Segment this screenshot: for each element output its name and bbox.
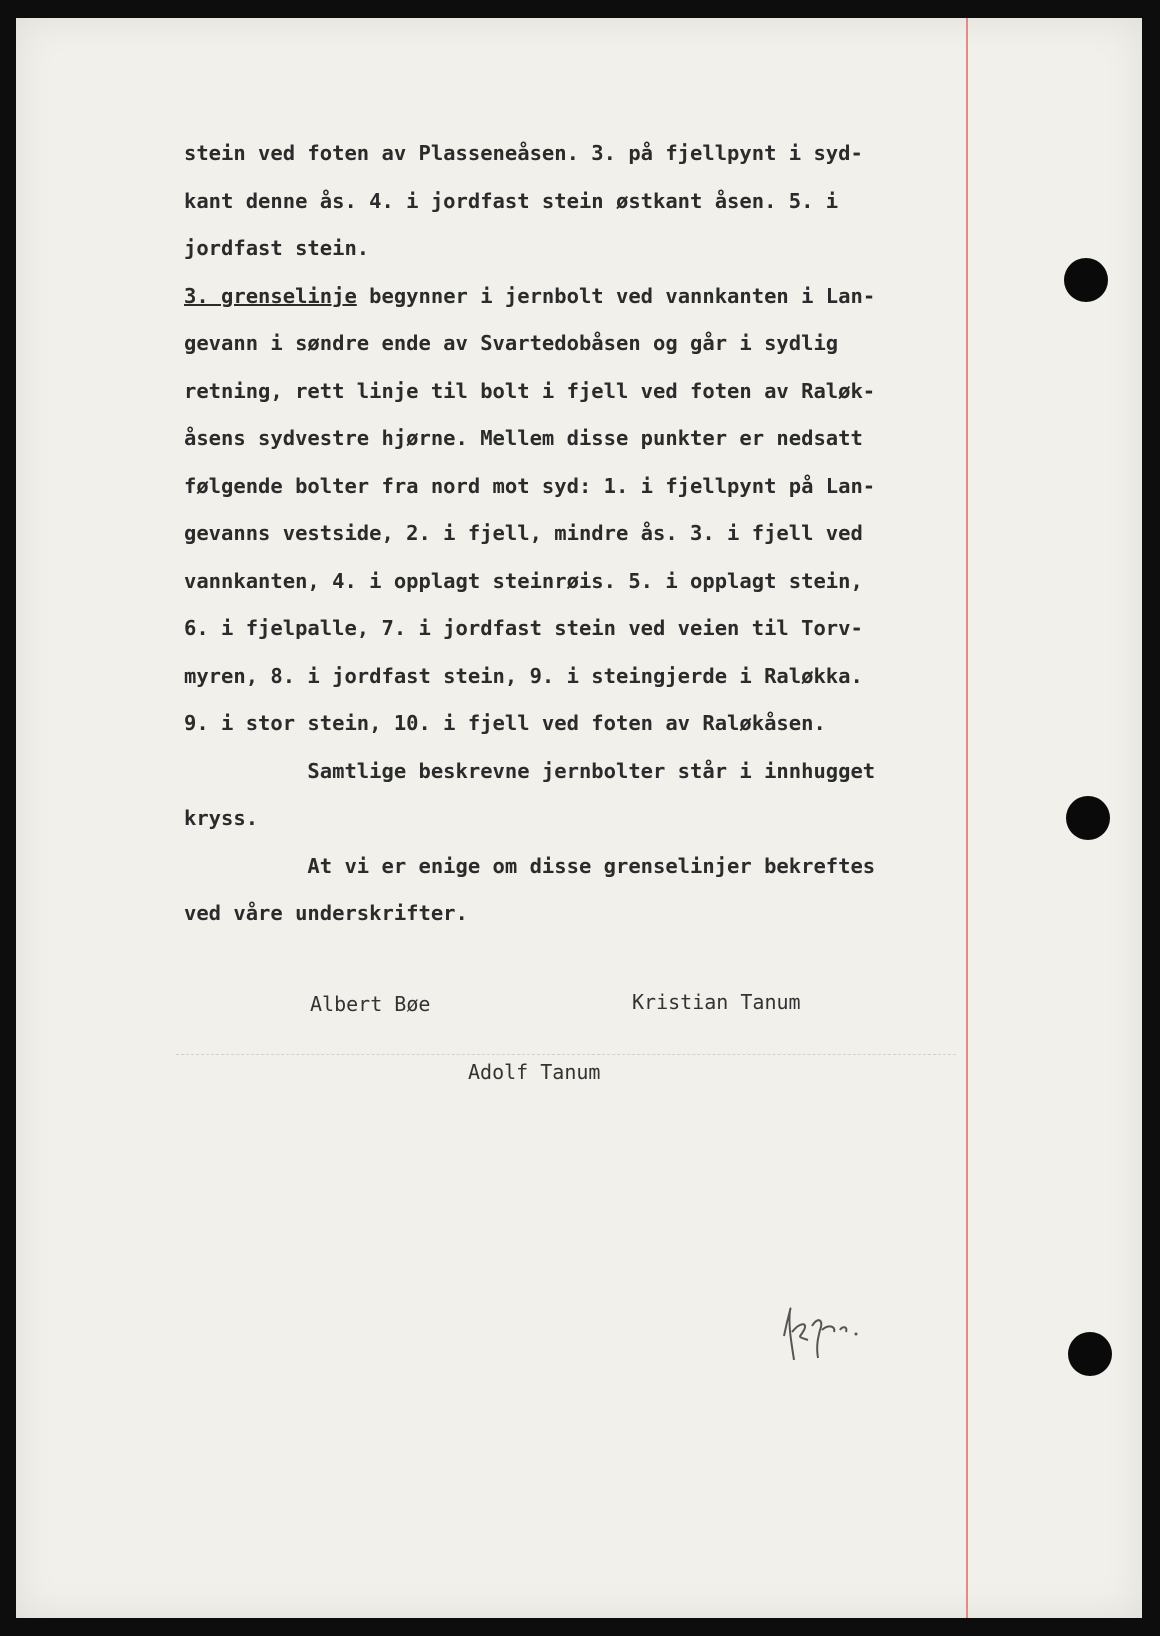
signature-center: Adolf Tanum: [468, 1060, 601, 1084]
text-line: 6. i fjelpalle, 7. i jordfast stein ved veien til Torv-: [184, 616, 863, 640]
text-line: åsens sydvestre hjørne. Mellem disse punkter er nedsatt: [184, 426, 863, 450]
text-line: vannkanten, 4. i opplagt steinrøis. 5. i opplagt stein,: [184, 568, 863, 593]
text-line: gevann i søndre ende av Svartedobåsen og går i sydlig: [184, 331, 839, 355]
line-rest: begynner i jernbolt ved vannkanten i Lan-: [356, 283, 876, 308]
text-line: retning, rett linje til bolt i fjell ved foten av Raløk-: [184, 378, 876, 403]
signature-left: Albert Bøe: [310, 992, 431, 1016]
text-line: kant denne ås. 4. i jordfast stein østkant åsen. 5. i: [184, 188, 839, 213]
section-heading: 3. grenselinje: [184, 283, 357, 308]
text-line: 9. i stor stein, 10. i fjell ved foten av Raløkåsen.: [184, 711, 826, 735]
text-line: At vi er enige om disse grenselinjer bekreftes: [184, 853, 876, 878]
text-line: [184, 273, 964, 321]
body-text: [184, 130, 964, 938]
text-line: kryss.: [184, 806, 259, 830]
handwritten-initials: [778, 1296, 868, 1371]
punch-hole: [1066, 796, 1110, 840]
divider: [176, 1054, 956, 1056]
punch-hole: [1064, 258, 1108, 302]
text-line: ved våre underskrifter.: [184, 901, 468, 925]
margin-rule: [966, 18, 968, 1618]
text-line: gevanns vestside, 2. i fjell, mindre ås. 3. i fjell ved: [184, 521, 863, 545]
text-line: jordfast stein.: [184, 236, 370, 260]
text-line: Samtlige beskrevne jernbolter står i innhugget: [184, 758, 876, 783]
text-line: følgende bolter fra nord mot syd: 1. i fjellpynt på Lan-: [184, 473, 876, 498]
document-page: [16, 18, 1142, 1618]
text-line: stein ved foten av Plasseneåsen. 3. på fjellpynt i syd-: [184, 141, 863, 165]
signature-right: Kristian Tanum: [632, 990, 801, 1014]
text-line: myren, 8. i jordfast stein, 9. i steingjerde i Raløkka.: [184, 663, 863, 688]
punch-hole: [1068, 1332, 1112, 1376]
